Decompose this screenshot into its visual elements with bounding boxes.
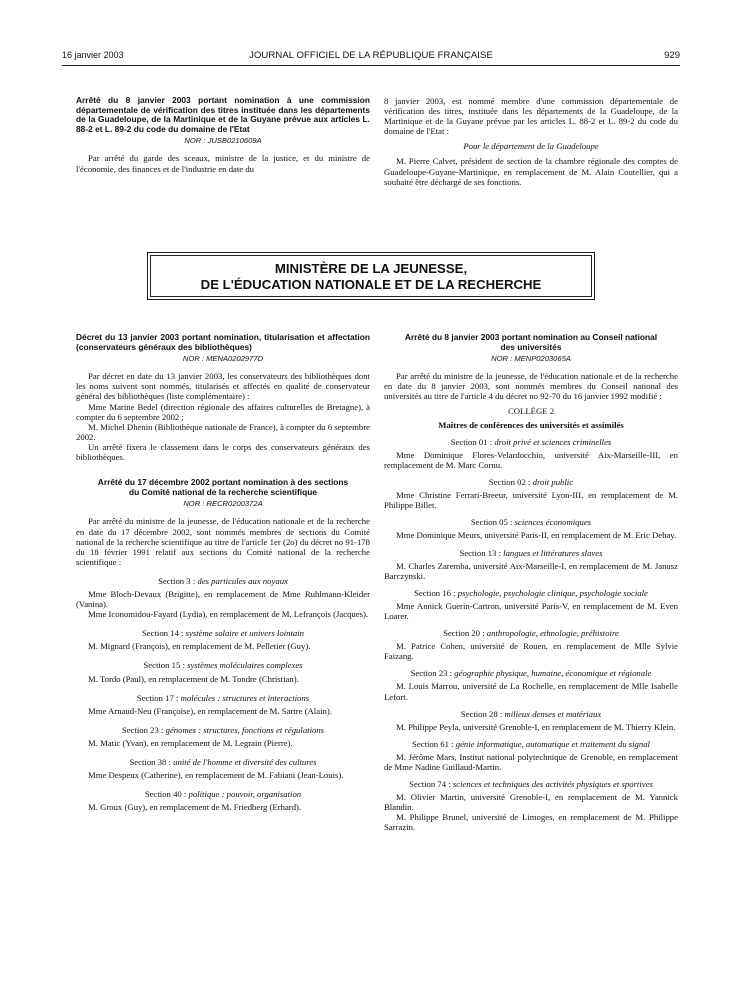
section-block [76, 757, 370, 780]
appointment-entry: Mme Bloch-Devaux (Brigitte), en remplacement de Mme Ruhlmann-Kleider (Vanina). [76, 588, 370, 610]
section-number: Section 74 : [409, 779, 453, 790]
section-block [384, 548, 678, 581]
appointment-entry: M. Tordo (Paul), en remplacement de M. Tondre (Christian). [88, 673, 299, 684]
section-block [384, 588, 678, 621]
paragraph: M. Pierre Calvet, président de section de la chambre régionale des comptes de Guadeloupe-Guyane-Martinique, en remplacement de M. Alain Coutellier, qui a souhaité être déchargé de ses fonctions. [384, 156, 678, 187]
section-heading [76, 757, 370, 767]
section-block [76, 693, 370, 716]
paragraph: Un arrêté fixera le classement dans le corps des conservateurs généraux des bibliothèques. [76, 441, 370, 463]
section-block [384, 437, 678, 470]
ministry-line-1: MINISTÈRE DE LA JEUNESSE, [274, 261, 468, 276]
section-heading [76, 576, 370, 586]
section-number: Section 38 : [129, 757, 174, 767]
section-name: unité de l'homme et diversité des cultures [173, 757, 317, 767]
section-block [384, 709, 678, 732]
section-heading [76, 628, 370, 638]
section-block [76, 725, 370, 748]
appointment-entry: M. Philippe Brunel, université de Limoges, en remplacement de M. Philippe Sarrazin. [384, 812, 678, 833]
appointment-entry: M. Louis Marrou, université de La Rochelle, en remplacement de Mlle Isabelle Lefort. [384, 681, 678, 702]
section-block [76, 628, 370, 651]
section-name: sciences économiques [514, 517, 592, 528]
section-number: Section 16 : [414, 587, 458, 598]
section-heading [76, 660, 370, 670]
section-name: politique : pouvoir, organisation [188, 789, 302, 800]
section-heading [76, 789, 370, 799]
nor-reference: NOR : RECR0200372A [183, 499, 263, 509]
section-heading [384, 517, 678, 527]
college-heading: COLLÈGE 2 [507, 405, 555, 416]
section-name: géographie physique, humaine, économique et régionale [454, 668, 652, 679]
appointment-entry: M. Charles Zaremba, université Aix-Marseille-I, en remplacement de M. Janusz Barczynski. [384, 560, 678, 581]
section-number: Section 23 : [121, 724, 166, 735]
section-name: génomes : structures, fonctions et régulations [165, 724, 325, 735]
appointment-entry: M. Groux (Guy), en remplacement de M. Friedberg (Erhard). [88, 802, 302, 813]
appointment-entry: Mme Arnaud-Neu (Françoise), en remplacement de M. Sartre (Alain). [88, 705, 332, 716]
section-number: Section 13 : [459, 547, 504, 558]
section-name: droit privé et sciences criminelles [494, 436, 612, 447]
section-name: système solaire et univers lointain [185, 628, 305, 639]
section-name: milieux denses et matériaux [504, 708, 602, 719]
section-number: Section 17 : [136, 692, 181, 703]
paragraph: Par arrêté du ministre de la jeunesse, de l'éducation nationale et de la recherche en date du 17 décembre 2002, sont nommés membres de sections du Comité national de la recherche scientifique au titre de l'article 1er (2o) du décret no 91-178 du 18 février 1991 relatif aux sections du Comité national de la recherche scientifique : [76, 516, 370, 567]
paragraph: Par arrêté du ministre de la jeunesse, de l'éducation nationale et de la recherche en date du 8 janvier 2003, sont nommés membres du Conseil national des universités au titre de l'article 4 du décret no 92-70 du 16 janvier 1992 modifié : [384, 371, 678, 402]
section-heading [384, 437, 678, 447]
section-heading [76, 725, 370, 735]
section-block [384, 517, 678, 540]
section-list [76, 576, 370, 813]
section-name: systèmes moléculaires complexes [187, 660, 303, 671]
appointment-entry: M. Matic (Yvan), en remplacement de M. Legrain (Pierre). [88, 737, 293, 748]
arrete-title: Arrêté du 17 décembre 2002 portant nomination à des sections du Comité national de la recherche scientifique [97, 477, 349, 497]
section-number: Section 61 : [412, 738, 456, 749]
appointment-entry: Mme Christine Ferrari-Breeur, université Lyon-III, en remplacement de M. Philippe Billet. [384, 490, 678, 511]
right-column [384, 333, 678, 833]
category-heading: Maîtres de conférences des universités et assimilés [438, 419, 624, 430]
appointment-entry: M. Mignard (François), en remplacement de M. Pelletier (Guy). [88, 641, 311, 652]
appointment-entry: M. Olivier Martin, université Grenoble-I, en remplacement de M. Yannick Blandin. [384, 792, 678, 813]
paragraph: Mme Marine Bedel (direction régionale des affaires culturelles de Bretagne), à compter du 6 septembre 2002 ; [76, 401, 370, 422]
section-name: molécules : structures et interactions [180, 692, 310, 703]
section-heading [384, 779, 678, 789]
header-date: 16 janvier 2003 [62, 50, 124, 60]
section-block [76, 660, 370, 683]
subheading: Pour le département de la Guadeloupe [463, 141, 599, 152]
arrete-title: Arrêté du 8 janvier 2003 portant nomination au Conseil national des universités [404, 332, 658, 352]
appointment-entry: M. Jérôme Mars, Institut national polytechnique de Grenoble, en remplacement de Mme Nadine Guillaud-Martin. [384, 751, 678, 772]
section-block [384, 477, 678, 510]
decret-title: Décret du 13 janvier 2003 portant nomination, titularisation et affectation (conservateurs généraux des bibliothèques) [76, 332, 370, 352]
section-heading [384, 668, 678, 678]
ministry-line-2: DE L'ÉDUCATION NATIONALE ET DE LA RECHERCHE [200, 277, 542, 292]
section-list [384, 437, 678, 833]
section-name: anthropologie, ethnologie, préhistoire [486, 628, 619, 639]
section-block [76, 789, 370, 812]
appointment-entry: M. Philippe Peyla, université Grenoble-I, en remplacement de M. Thierry Klein. [396, 721, 676, 732]
paragraph: 8 janvier 2003, est nommé membre d'une commission départementale de vérification des titres, instituée dans les départements de la Guadeloupe, de la Martinique et de la Guyane prévue par les articles L. 88-2 et L. 89-2 du code du domaine de l'Etat : [384, 96, 678, 137]
top-left-column [76, 96, 370, 174]
appointment-entry: Mme Dominique Meurs, université Paris-II, en remplacement de M. Eric Dehay. [396, 530, 677, 541]
section-number: Section 05 : [470, 517, 515, 528]
section-block [76, 576, 370, 619]
section-name: génie informatique, automatique et traitement du signal [455, 738, 650, 749]
page-header [62, 50, 680, 66]
section-block [384, 739, 678, 772]
nor-reference: NOR : JUSB0210609A [184, 136, 262, 146]
section-number: Section 02 : [488, 477, 533, 488]
section-heading [384, 477, 678, 487]
section-heading [384, 588, 678, 598]
section-name: droit public [532, 477, 574, 488]
appointment-entry: Mme Despeux (Catherine), en remplacement de M. Fabiani (Jean-Louis). [88, 770, 344, 781]
section-name: sciences et techniques des activités physiques et sportives [452, 779, 653, 790]
left-column [76, 333, 370, 812]
arrete-title: Arrêté du 8 janvier 2003 portant nomination à une commission départementale de vérification des titres instituée dans les départements de la Guadeloupe, de la Martinique et de la Guyane prévue aux articles L. 88-2 et L. 89-2 du code du domaine de l'Etat [76, 95, 370, 134]
paragraph: Par décret en date du 13 janvier 2003, les conservateurs des bibliothèques dont les noms suivent sont nommés, titularisés et affectés en qualité de conservateur général des bibliothèques (liste complémentaire) : [76, 371, 370, 402]
top-right-column [384, 96, 678, 187]
paragraph: M. Michel Dhenin (Bibliothèque nationale de France), à compter du 6 septembre 2002. [76, 421, 370, 442]
section-name: langues et littératures slaves [503, 547, 603, 558]
section-block [384, 668, 678, 701]
paragraph: Par arrêté du garde des sceaux, ministre de la justice, et du ministre de l'économie, des finances et de l'industrie en date du [76, 153, 370, 174]
section-heading [384, 548, 678, 558]
appointment-entry: Mme Dominique Flores-Velardocchio, université Aix-Marseille-III, en remplacement de M. Marc Cornu. [384, 449, 678, 470]
journal-title: JOURNAL OFFICIEL DE LA RÉPUBLIQUE FRANÇAISE [249, 50, 493, 61]
section-number: Section 3 : [158, 575, 198, 586]
section-name: psychologie, psychologie clinique, psychologie sociale [457, 587, 648, 598]
section-block [384, 628, 678, 661]
section-number: Section 20 : [443, 628, 487, 639]
appointment-entry: M. Patrice Cohen, université de Rouen, en remplacement de Mlle Sylvie Faizang. [384, 641, 678, 662]
section-block [384, 779, 678, 832]
section-heading [384, 628, 678, 638]
page-number: 929 [664, 50, 680, 61]
section-heading [76, 693, 370, 703]
appointment-entry: Mme Annick Guerin-Cartron, université Paris-V, en remplacement de M. Even Loarer. [384, 600, 678, 621]
section-number: Section 23 : [410, 668, 455, 679]
section-heading [384, 739, 678, 749]
appointment-entry: Mme Iconomidou-Fayard (Lydia), en remplacement de M. Lefrançois (Jacques). [88, 609, 369, 620]
section-number: Section 15 : [143, 660, 188, 671]
ministry-banner [150, 255, 592, 297]
section-number: Section 28 : [460, 708, 505, 719]
nor-reference: NOR : MENA0202977D [182, 354, 264, 364]
section-number: Section 01 : [450, 436, 495, 447]
nor-reference: NOR : MENP0203065A [491, 354, 571, 364]
section-heading [384, 709, 678, 719]
section-number: Section 40 : [144, 789, 189, 800]
section-number: Section 14 : [141, 628, 186, 639]
section-name: des particules aux noyaux [197, 575, 288, 586]
